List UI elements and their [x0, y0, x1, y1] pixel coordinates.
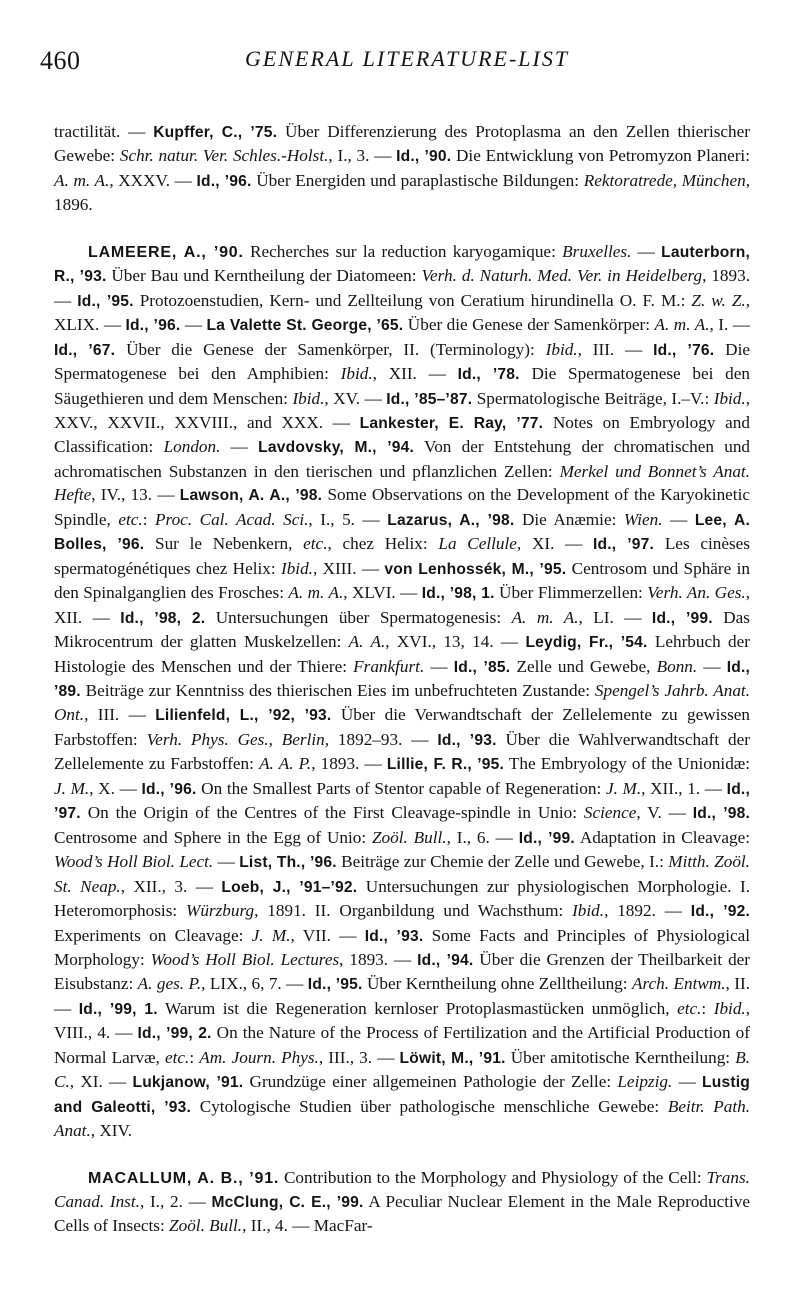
citation-text: Warum ist die Regeneration kernloser Protoplasmastücken unmöglich, [157, 998, 678, 1018]
bibliography-text [54, 120, 750, 1261]
journal-title: Wien. [623, 509, 663, 529]
journal-title: Trans. Canad. Inst. [54, 1167, 750, 1212]
citation-text: Beiträge zur Chemie der Zelle und Gewebe, I.: [336, 852, 669, 872]
citation-text: , LIX., 6, 7. — [201, 974, 308, 994]
citation-text: Über Kerntheilung ohne Zelltheilung: [362, 974, 632, 994]
citation-text: Über Energiden und paraplastische Bildungen: [251, 170, 584, 190]
author-citation: Id., ’96. [141, 780, 197, 798]
author-citation: Lilienfeld, L., ’92, ’93. [155, 707, 332, 725]
journal-title: Frankfurt. [353, 656, 425, 676]
journal-title: Leipzig. [617, 1072, 673, 1092]
citation-text: Untersuchungen zur physiologischen Morphologie. I. Heteromorphosis: [54, 876, 750, 921]
citation-text: : [189, 1047, 200, 1067]
author-citation: Id., ’90. [396, 148, 452, 166]
author-citation: Id., ’99. [651, 609, 713, 627]
journal-title: J. M. [251, 925, 291, 945]
author-citation: Id., ’98, 2. [120, 609, 206, 627]
citation-text: Über Flimmerzellen: [494, 583, 648, 603]
page-number: 460 [40, 46, 81, 75]
citation-text: Das Mikrocentrum der glatten Muskelzellen: [54, 607, 750, 652]
citation-text: Die Entwicklung von Petromyzon Planeri: [451, 146, 750, 166]
citation-text: On the Nature of the Process of Fertilization and the Artificial Production of Normal Larvæ, [54, 1023, 750, 1067]
journal-title: etc. [164, 1047, 190, 1067]
journal-title: Schr. natur. Ver. Schles.-Holst. [119, 146, 329, 166]
author-citation: Lazarus, A., ’98. [387, 511, 515, 529]
author-citation: Kupffer, C., ’75. [153, 124, 278, 141]
journal-title: Bonn. [656, 656, 698, 676]
page-header [40, 46, 760, 78]
author-citation: von Lenhossék, M., ’95. [384, 560, 567, 578]
journal-title: A. m. A. [288, 583, 344, 603]
citation-text: : [701, 998, 714, 1018]
citation-text: Beiträge zur Kenntniss des thierischen Eies im unbefruchteten Zustande: [80, 680, 595, 700]
citation-text: , III., 3. — [318, 1047, 400, 1067]
citation-text: MacFar- [313, 1216, 373, 1236]
author-citation: Id., ’92. [690, 903, 750, 921]
author-citation: Lillie, F. R., ’95. [386, 756, 505, 774]
journal-title: Z. w. Z. [691, 290, 746, 310]
journal-title: London. [163, 437, 221, 457]
citation-text: , II., 4. — [242, 1216, 314, 1236]
author-citation: List, Th., ’96. [239, 854, 337, 872]
journal-title: A. m. A. [654, 315, 710, 335]
citation-text: — [697, 656, 727, 676]
author-citation: Id., ’93. [437, 731, 497, 749]
citation-text: — [180, 315, 207, 335]
author-citation: Id., ’89. [54, 658, 751, 700]
journal-title: Spengel’s Jahrb. Anat. Ont. [54, 680, 750, 725]
journal-title: Zoöl. Bull. [169, 1216, 243, 1236]
citation-text: , XXXV. — [109, 170, 197, 190]
citation-text: The Embryology of the Unionidæ: [504, 754, 751, 774]
citation-text: — [672, 1072, 703, 1092]
citation-text: Über die Grenzen der Theilbarkeit der Eisubstanz: [54, 949, 751, 994]
citation-text: Über die Genese der Samenkörper: [403, 315, 655, 335]
journal-title: Wood’s Holl Biol. Lectures [150, 949, 340, 969]
citation-text: , I. — [709, 315, 750, 335]
citation-text: Die Spermatogenese bei den Amphibien: [54, 339, 750, 384]
citation-text: Sur le Nebenkern, [144, 534, 304, 554]
journal-title: Würzburg [186, 901, 255, 921]
citation-text: Die Anæmie: [514, 509, 624, 529]
author-citation: Id., ’99, 1. [78, 1000, 158, 1018]
citation-text: , 1892. — [604, 901, 691, 921]
citation-text: , XI. — [516, 534, 593, 554]
author-citation: Lee, A. Bolles, ’96. [54, 511, 750, 554]
author-citation: Leydig, Fr., ’54. [525, 634, 648, 652]
citation-text: — [662, 509, 695, 529]
citation-text: Les cinèses spermatogénétiques chez Helix: [54, 534, 750, 578]
citation-text: Spermatologische Beiträge, I.–V.: [472, 388, 714, 408]
citation-text: Experiments on Cleavage: [54, 925, 252, 945]
journal-title: etc. [303, 534, 328, 554]
citation-text: , III. — [84, 705, 156, 725]
journal-title: Verh. Phys. Ges., Berlin [146, 729, 325, 749]
author-citation: LAMEERE, A., ’90. [88, 243, 244, 261]
citation-text: Über amitotische Kerntheilung: [505, 1047, 736, 1067]
citation-text: , X. — [89, 778, 142, 798]
citation-text: , III. — [577, 339, 654, 359]
author-citation: Lawson, A. A., ’98. [179, 487, 323, 505]
author-citation: Lauterborn, R., ’93. [54, 243, 751, 286]
bibliography-paragraph-kupffer [54, 120, 750, 217]
citation-text: : [142, 509, 156, 529]
author-citation: McClung, C. E., ’99. [211, 1194, 364, 1212]
bibliography-paragraph-l [54, 240, 750, 1143]
citation-text: tractilität. — [54, 122, 154, 141]
journal-title: A. m. A. [54, 170, 110, 190]
journal-title: Arch. Entwm. [631, 974, 726, 994]
citation-text: Adaptation in Cleavage: [574, 827, 751, 847]
citation-text: Die Spermatogenese bei den Säugethieren und dem Menschen: [54, 364, 751, 408]
citation-text: Contribution to the Morphology and Physiology of the Cell: [279, 1167, 707, 1187]
citation-text: Protozoenstudien, Kern- und Zellteilung von Ceratium hirundinella O. F. M.: [133, 290, 692, 310]
author-citation: Id., ’96. [196, 172, 252, 190]
citation-text: , XIII. — [312, 558, 385, 578]
journal-title: Wood’s Holl Biol. Lect. [54, 852, 214, 872]
citation-text: , II. — [54, 974, 751, 1018]
citation-text: On the Origin of the Centres of the First Cleavage-spindle in Unio: [80, 803, 584, 823]
citation-text: , XLVI. — [343, 583, 422, 603]
citation-text: A Peculiar Nuclear Element in the Male Reproductive Cells of Insects: [54, 1192, 751, 1236]
citation-text: , XII., 1. — [641, 778, 727, 798]
journal-title: A. ges. P. [137, 974, 202, 994]
author-citation: Id., ’67. [54, 341, 116, 359]
journal-title: Verh. An. Ges. [647, 583, 746, 603]
journal-title: Rektoratrede, München [583, 170, 746, 190]
journal-title: Beitr. Path. Anat. [54, 1096, 751, 1141]
citation-text: Über Bau und Kerntheilung der Diatomeen: [106, 266, 422, 286]
citation-text: , I., 6. — [446, 827, 519, 847]
journal-title: J. M. [605, 778, 642, 798]
citation-text: , XII., 3. — [120, 876, 222, 896]
citation-text: Von der Entstehung der chromatischen und achromatischen Substanzen in den tierischen und pflanzlichen Zellen: [54, 437, 751, 481]
citation-text: , 1892–93. — [324, 729, 438, 749]
author-citation: Id., ’99, 2. [137, 1025, 212, 1043]
citation-text: , 1893. — [54, 266, 751, 310]
author-citation: Id., ’95. [77, 292, 134, 310]
journal-title: Am. Journ. Phys. [199, 1047, 319, 1067]
citation-text: , XV. — [324, 388, 387, 408]
citation-text: , chez Helix: [327, 534, 439, 554]
citation-text: Recherches sur la reduction karyogamique: [243, 241, 563, 261]
citation-text: Über die Genese der Samenkörper, II. (Terminology): [115, 339, 546, 359]
citation-text: , XIV. [90, 1121, 132, 1141]
citation-text: — [424, 656, 454, 676]
author-citation: Id., ’76. [653, 341, 715, 359]
bibliography-paragraph-m [54, 1166, 750, 1238]
author-citation: Lustig and Galeotti, ’93. [54, 1074, 750, 1116]
journal-title: etc. [677, 998, 702, 1018]
journal-title: Ibid. [280, 558, 313, 578]
citation-text: , I., 5. — [308, 509, 388, 529]
citation-text: , IV., 13. — [91, 485, 180, 505]
author-citation: Id., ’94. [417, 951, 474, 969]
journal-title: La Cellule [438, 534, 517, 554]
citation-text: Some Facts and Principles of Physiological Morphology: [54, 925, 750, 969]
author-citation: Id., ’78. [457, 366, 520, 384]
citation-text: Über die Wahlverwandtschaft der Zellelemente zu Farbstoffen: [54, 729, 751, 774]
citation-text: — [220, 437, 259, 457]
citation-text: Some Observations on the Development of the Karyokinetic Spindle, [54, 485, 750, 529]
citation-text: , 1893. — [311, 754, 387, 774]
author-citation: Lavdovsky, M., ’94. [258, 439, 415, 457]
journal-title: Ibid. [572, 901, 605, 921]
journal-title: Ibid. [713, 998, 746, 1018]
journal-title: Proc. Cal. Acad. Sci. [155, 509, 309, 529]
citation-text: , 1893. — [339, 949, 418, 969]
citation-text: Centrosom und Sphäre in den Spinalganglien des Frosches: [54, 558, 751, 603]
journal-title: Ibid. [292, 388, 325, 408]
author-citation: MACALLUM, A. B., ’91. [88, 1169, 280, 1187]
citation-text: On the Smallest Parts of Stentor capable of Regeneration: [196, 778, 606, 798]
author-citation: Id., ’93. [364, 927, 424, 945]
author-citation: Id., ’98. [692, 805, 751, 823]
journal-title: Zoöl. Bull. [371, 827, 447, 847]
citation-text: , 1896. [54, 170, 750, 215]
citation-text: , I., 3. — [328, 146, 397, 166]
citation-text: , 1891. II. Organbildung und Wachsthum: [254, 901, 573, 921]
author-citation: Id., ’97. [593, 536, 655, 554]
citation-text: , VIII., 4. — [54, 998, 751, 1043]
journal-title: Ibid. [545, 339, 578, 359]
author-citation: Lukjanow, ’91. [132, 1074, 244, 1092]
journal-title: A. A. [348, 632, 386, 652]
author-citation: Id., ’98, 1. [421, 585, 495, 603]
journal-title: Merkel und Bonnet’s Anat. Hefte [54, 461, 750, 505]
author-citation: Id., ’96. [125, 317, 181, 335]
journal-title: Ibid. [340, 364, 373, 384]
journal-title: Verh. d. Naturh. Med. Ver. in Heidelberg [421, 266, 703, 286]
citation-text: Lehrbuch der Histologie des Menschen und der Thiere: [54, 632, 750, 676]
citation-text: Untersuchungen über Spermatogenesis: [205, 607, 512, 627]
citation-text: Zelle und Gewebe, [510, 656, 657, 676]
journal-title: etc. [118, 509, 143, 529]
author-citation: Loeb, J., ’91–’92. [221, 878, 358, 896]
journal-title: A. A. P. [259, 754, 312, 774]
author-citation: Id., ’85–’87. [386, 390, 473, 408]
journal-title: B. C. [54, 1047, 751, 1092]
journal-title: A. m. A. [511, 607, 579, 627]
citation-text: — [213, 852, 240, 872]
citation-text: , XII. — [372, 364, 458, 384]
citation-text: — [631, 241, 662, 261]
citation-text: , I., 2. — [139, 1192, 212, 1212]
author-citation: Id., ’95. [307, 976, 363, 994]
author-citation: Id., ’97. [54, 780, 750, 823]
running-head: GENERAL LITERATURE-LIST [245, 46, 570, 71]
journal-title: Bruxelles. [562, 241, 632, 261]
journal-title: J. M. [54, 778, 90, 798]
citation-text: Über Differenzierung des Protoplasma an den Zellen thierischer Gewebe: [54, 122, 750, 166]
author-citation: Id., ’99. [518, 829, 575, 847]
author-citation: La Valette St. George, ’65. [206, 317, 404, 335]
citation-text: , V. — [636, 803, 693, 823]
citation-text: , XLIX. — [54, 290, 750, 335]
author-citation: Lankester, E. Ray, ’77. [359, 414, 544, 432]
citation-text: Über die Verwandtschaft der Zellelemente zu gewissen Farbstoffen: [54, 705, 751, 749]
citation-text: Grundzüge einer allgemeinen Pathologie der Zelle: [243, 1072, 618, 1092]
citation-text: , XVI., 13, 14. — [385, 632, 526, 652]
journal-title: Science [583, 803, 637, 823]
citation-text: , VII. — [290, 925, 365, 945]
journal-title: Mitth. Zoöl. St. Neap. [54, 852, 750, 896]
citation-text: , XI. — [69, 1072, 133, 1092]
author-citation: Id., ’85. [453, 658, 511, 676]
citation-text: , XII. — [54, 583, 750, 627]
author-citation: Löwit, M., ’91. [399, 1049, 506, 1067]
citation-text: Cytologische Studien über pathologische menschliche Gewebe: [191, 1096, 668, 1116]
citation-text: Notes on Embryology and Classification: [54, 412, 750, 457]
journal-title: Ibid. [713, 388, 746, 408]
citation-text: Centrosome and Sphere in the Egg of Unio: [54, 827, 372, 847]
citation-text: , LI. — [578, 607, 652, 627]
citation-text: , XXV., XXVII., XXVIII., and XXX. — [54, 388, 750, 432]
